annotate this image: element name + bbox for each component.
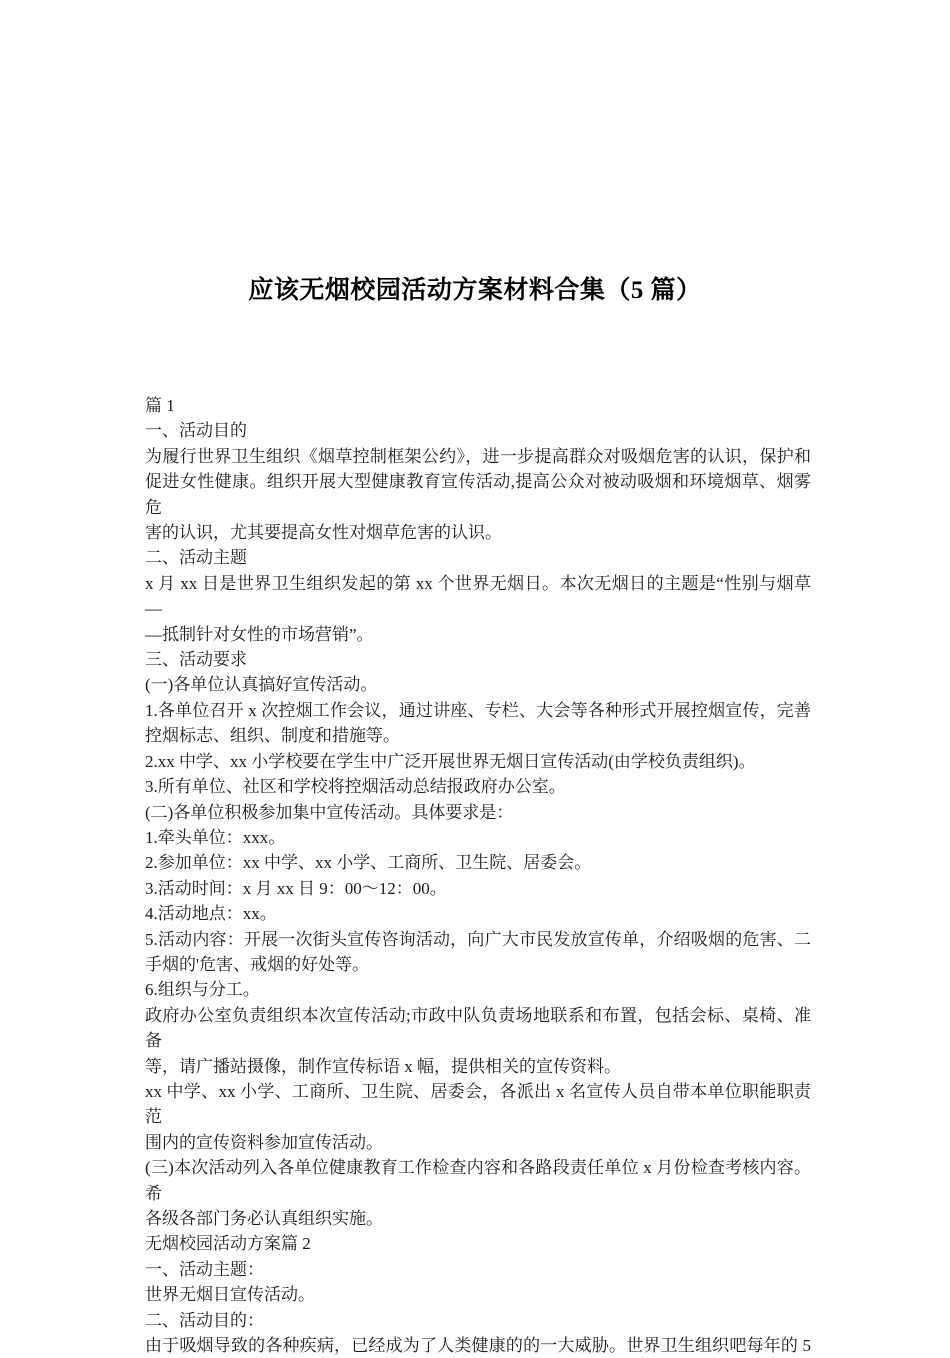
text-line: 一、活动目的 — [145, 421, 247, 441]
text-line: 1.各单位召开 x 次控烟工作会议，通过讲座、专栏、大会等各种形式开展控烟宣传，完善 — [145, 700, 811, 720]
text-line: xx 中学、xx 小学、工商所、卫生院、居委会，各派出 x 名宣传人员自带本单位职能职责范 — [145, 1081, 811, 1127]
text-line: 世界无烟日宣传活动。 — [145, 1285, 315, 1305]
text-line: 4.活动地点：xx。 — [145, 904, 277, 924]
text-line: x 月 xx 日是世界卫生组织发起的第 xx 个世界无烟日。本次无烟日的主题是“性别与烟草— — [145, 573, 811, 619]
document-title: 应该无烟校园活动方案材料合集（5 篇） — [248, 277, 702, 304]
text-line: 各级各部门务必认真组织实施。 — [145, 1209, 383, 1228]
text-line: 二、活动主题 — [145, 548, 247, 568]
text-line: 为履行世界卫生组织《烟草控制框架公约》，进一步提高群众对吸烟危害的认识，保护和 — [145, 446, 811, 466]
text-line: 三、活动要求 — [145, 650, 247, 670]
document-body — [145, 393, 811, 1358]
text-line: 手烟的'危害、戒烟的好处等。 — [145, 954, 370, 974]
text-line: 害的认识，尤其要提高女性对烟草危害的认识。 — [145, 523, 502, 543]
text-line: 1.牵头单位：xxx。 — [145, 827, 286, 847]
text-line: 围内的宣传资料参加宣传活动。 — [145, 1132, 383, 1152]
text-line: 政府办公室负责组织本次宣传活动;市政中队负责场地联系和布置，包括会标、桌椅、准备 — [145, 1005, 811, 1051]
text-line: 由于吸烟导致的各种疾病，已经成为了人类健康的的一大威胁。世界卫生组织吧每年的 5 — [145, 1336, 811, 1356]
text-line: (二)各单位积极参加集中宣传活动。具体要求是： — [145, 802, 514, 822]
text-line: 等，请广播站摄像，制作宣传标语 x 幅，提供相关的宣传资料。 — [145, 1056, 621, 1076]
text-line: 3.活动时间：x 月 xx 日 9：00～12：00。 — [145, 878, 447, 898]
text-line: 5.活动内容：开展一次街头宣传咨询活动，向广大市民发放宣传单，介绍吸烟的危害、二 — [145, 929, 811, 949]
text-line: 无烟校园活动方案篇 2 — [145, 1234, 311, 1254]
text-line: 2.参加单位：xx 中学、xx 小学、工商所、卫生院、居委会。 — [145, 853, 592, 873]
text-line: —抵制针对女性的市场营销”。 — [145, 624, 374, 644]
text-line: (三)本次活动列入各单位健康教育工作检查内容和各路段责任单位 x 月份检查考核内容。希 — [145, 1158, 811, 1203]
text-line: 2.xx 中学、xx 小学校要在学生中广泛开展世界无烟日宣传活动(由学校负责组织)。 — [145, 751, 756, 771]
text-line: 二、活动目的： — [145, 1310, 264, 1330]
text-line: 一、活动主题： — [145, 1259, 264, 1279]
text-line: 篇 1 — [145, 396, 175, 415]
text-line: 3.所有单位、社区和学校将控烟活动总结报政府办公室。 — [145, 777, 566, 797]
text-line: 控烟标志、组织、制度和措施等。 — [145, 726, 400, 746]
text-line: 促进女性健康。组织开展大型健康教育宣传活动,提高公众对被动吸烟和环境烟草、烟雾危 — [145, 472, 811, 517]
text-line: 6.组织与分工。 — [145, 980, 260, 1000]
text-line: (一)各单位认真搞好宣传活动。 — [145, 675, 378, 695]
